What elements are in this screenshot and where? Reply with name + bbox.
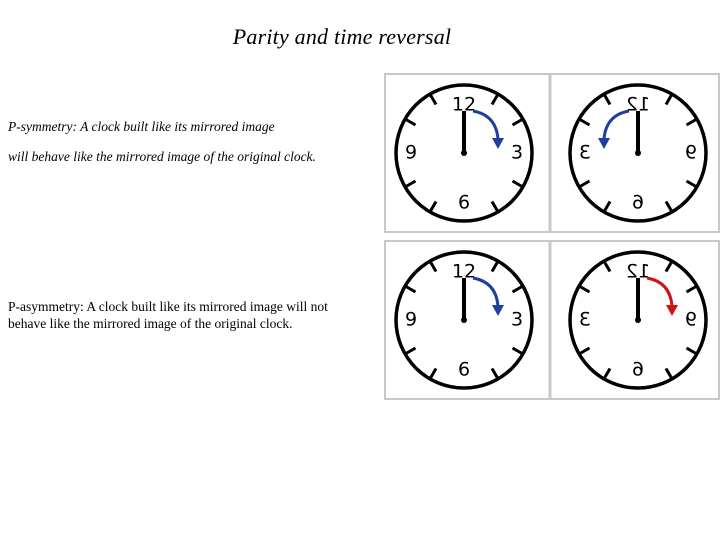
numeral-9: 9: [684, 308, 698, 331]
p-symmetry-line-2: will behave like the mirrored image of the original clock.: [8, 149, 316, 164]
original-clock: [396, 85, 532, 221]
numeral-3: 3: [578, 141, 592, 164]
numeral-9: 9: [684, 141, 698, 164]
numeral-12: 12: [625, 260, 651, 283]
p-asymmetry-line-1: P-asymmetry: A clock built like its mirrored image will not: [8, 299, 328, 314]
numeral-3: 3: [578, 308, 592, 331]
p-asymmetry-panel: [384, 240, 720, 400]
hand-pivot: [635, 150, 641, 156]
numeral-12: 12: [625, 93, 651, 116]
numeral-6: 6: [457, 191, 471, 214]
numeral-6: 6: [631, 358, 645, 381]
numeral-3: 3: [510, 141, 524, 164]
p-symmetry-panel: [384, 73, 720, 233]
p-symmetry-line-1: P-symmetry: A clock built like its mirrored image: [8, 119, 275, 134]
p-symmetry-text: [8, 119, 368, 179]
numeral-12: 12: [451, 93, 477, 116]
mirrored-clock: [570, 85, 706, 221]
numeral-3: 3: [510, 308, 524, 331]
p-asymmetry-text: [8, 298, 368, 332]
numeral-12: 12: [451, 260, 477, 283]
hand-pivot: [635, 317, 641, 323]
numeral-6: 6: [631, 191, 645, 214]
hand-pivot: [461, 317, 467, 323]
p-asymmetry-line-2: behave like the mirrored image of the original clock.: [8, 316, 293, 331]
hand-pivot: [461, 150, 467, 156]
numeral-6: 6: [457, 358, 471, 381]
numeral-9: 9: [404, 308, 418, 331]
page-title: Parity and time reversal: [232, 24, 452, 49]
original-clock: [396, 252, 532, 388]
numeral-9: 9: [404, 141, 418, 164]
mirrored-clock-asymmetric: [570, 252, 706, 388]
